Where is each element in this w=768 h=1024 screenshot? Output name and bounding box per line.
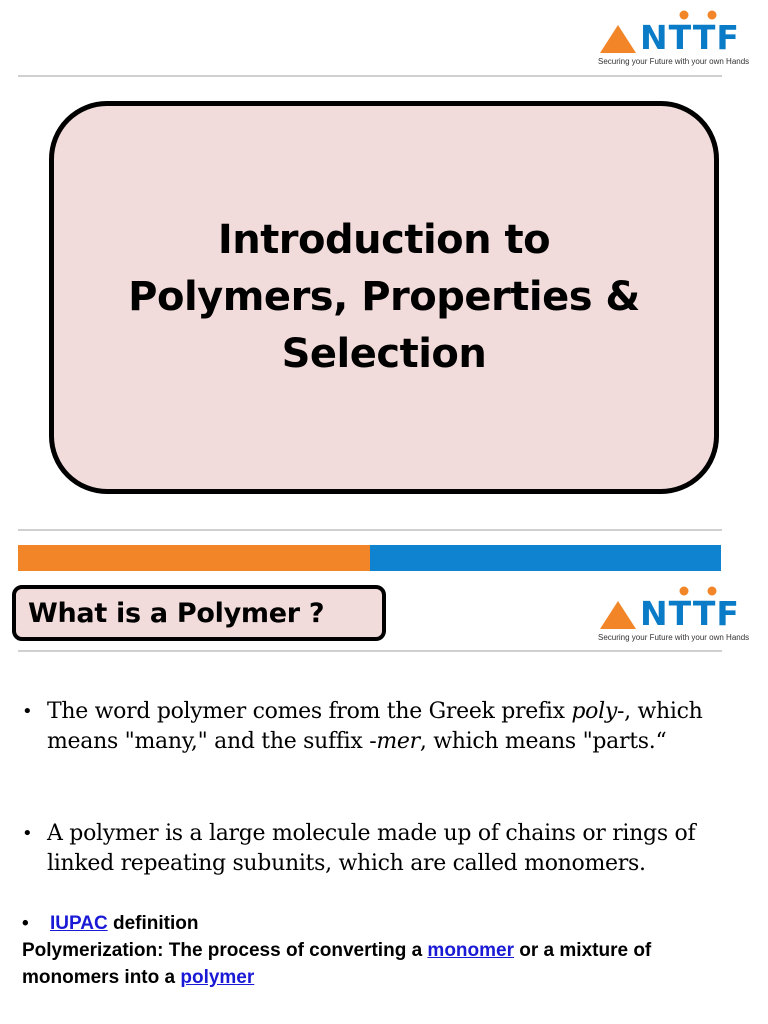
section-title: What is a Polymer ? — [28, 597, 325, 629]
title-line-3: Selection — [281, 331, 487, 377]
slide-title — [128, 212, 640, 383]
bullet-dot: • — [22, 701, 33, 722]
header-divider — [18, 75, 722, 77]
bullet-dot: • — [22, 823, 33, 844]
iupac-definition — [22, 910, 742, 991]
title-card — [49, 101, 719, 494]
definition-prefix: Polymerization: The process of converting a — [22, 940, 428, 961]
logo-tagline-2: Securing your Future with your own Hands — [598, 633, 750, 642]
section-header-box — [12, 585, 386, 641]
logo-wordmark-2: NTTF — [640, 594, 740, 633]
logo-tagline: Securing your Future with your own Hands — [598, 57, 750, 66]
text-run-italic-mer: mer — [376, 729, 420, 754]
text-run: The word polymer comes from the Greek prefix — [47, 699, 572, 724]
bullet-text-2: A polymer is a large molecule made up of chains or rings of linked repeating subunits, which are called monomers. — [47, 821, 696, 876]
definition-middle: or a mixture of monomers into a — [22, 940, 652, 988]
definition-label: definition — [107, 913, 199, 934]
monomer-link[interactable]: monomer — [427, 940, 514, 961]
logo-wordmark: NTTF — [640, 18, 740, 57]
iupac-link[interactable]: IUPAC — [50, 913, 108, 934]
text-run-italic-poly: poly — [571, 699, 617, 724]
bullet-item-2 — [22, 819, 722, 879]
bullet-text-1 — [47, 697, 707, 757]
bullet-item-1 — [22, 697, 722, 757]
accent-bar-orange — [18, 545, 370, 571]
text-run: -, which means "many," and the suffix - — [47, 699, 703, 754]
section-divider — [18, 650, 722, 652]
nttf-logo-2 — [598, 584, 758, 654]
slide-divider — [18, 529, 722, 531]
title-line-2: Polymers, Properties & — [128, 274, 640, 320]
text-run: , which means "parts.“ — [419, 729, 667, 754]
accent-bar-blue — [370, 545, 721, 571]
polymer-link[interactable]: polymer — [180, 967, 255, 988]
bullet-dot: • — [22, 913, 29, 934]
nttf-logo — [598, 8, 758, 78]
title-line-1: Introduction to — [217, 217, 551, 263]
